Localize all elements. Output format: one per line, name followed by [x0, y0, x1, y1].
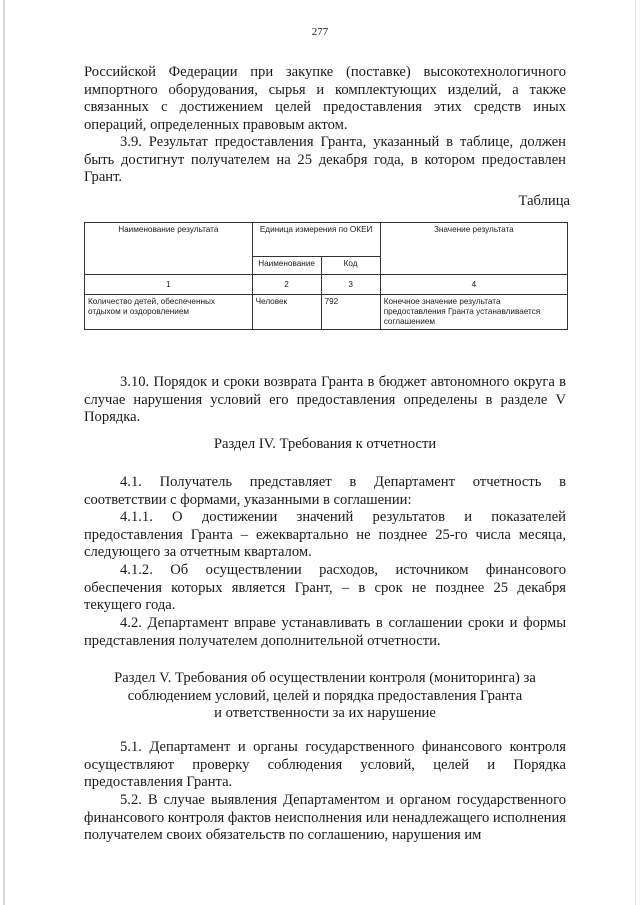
col-number-4: 4: [380, 275, 567, 295]
header-unit-name: Наименование: [252, 257, 321, 275]
paragraph-4-1-1-text: 4.1.1. О достижении значений результатов и показателей предоставления Гранта – ежеквартально не позднее 25-го числа месяца, следующего за отчетным кварталом.: [84, 509, 566, 560]
paragraph-intro-text: Российской Федерации при закупке (поставке) высокотехнологичного импортного оборудования, сырья и комплектующих изделий, а также связанных с достижением целей предоставления этих средств иных операций, определенных правовым актом.: [84, 64, 566, 133]
paragraph-5-2: [84, 792, 566, 845]
header-result-name: Наименование результата: [85, 223, 253, 275]
paragraph-3-10-text: 3.10. Порядок и сроки возврата Гранта в бюджет автономного округа в случае нарушения условий его предоставления определены в разделе V Порядка.: [84, 374, 566, 425]
paragraph-intro: [84, 64, 566, 134]
paragraph-4-1-2: [84, 562, 566, 615]
paragraph-4-1-2-text: 4.1.2. Об осуществлении расходов, источником финансового обеспечения которых является Грант, – в срок не позднее 25 декабря текущего года.: [84, 562, 566, 613]
paragraph-5-2-text: 5.2. В случае выявления Департаментом и органом государственного финансового контроля фактов неисполнения или ненадлежащего исполнения получателем своих обязательств по соглашению, нарушения им: [84, 792, 566, 843]
section-5-title-line-1: Раздел V. Требования об осуществлении контроля (мониторинга) за: [114, 670, 536, 686]
header-unit: Единица измерения по ОКЕИ: [252, 223, 380, 257]
paragraph-4-1-text: 4.1. Получатель представляет в Департамент отчетность в соответствии с формами, указанными в соглашении:: [84, 474, 566, 508]
table-number-row: [85, 275, 568, 295]
paragraph-4-2: [84, 615, 566, 650]
col-number-2: 2: [252, 275, 321, 295]
table-header-row: [85, 223, 568, 257]
col-number-1: 1: [85, 275, 253, 295]
paragraph-4-1-1: [84, 509, 566, 562]
paragraph-4-2-text: 4.2. Департамент вправе устанавливать в соглашении сроки и формы представления получателем дополнительной отчетности.: [84, 615, 566, 649]
section-5-title-line-3: и ответственности за их нарушение: [214, 705, 436, 721]
section-4-title: [84, 436, 566, 454]
section-4-title-text: Раздел IV. Требования к отчетности: [213, 436, 437, 452]
cell-unit-code: 792: [321, 295, 380, 330]
cell-unit-name: Человек: [252, 295, 321, 330]
table-row: [85, 295, 568, 330]
page-number: 277: [311, 26, 329, 38]
section-5-title: [84, 670, 566, 723]
table-caption: Таблица: [518, 193, 570, 209]
cell-result-value: Конечное значение результата предоставления Гранта устанавливается соглашением: [380, 295, 567, 330]
results-table: [84, 222, 568, 330]
paragraph-3-9-text: 3.9. Результат предоставления Гранта, указанный в таблице, должен быть достигнут получателем на 25 декабря года, в котором предоставлен Грант.: [84, 134, 566, 185]
paragraph-3-10: [84, 374, 566, 427]
scan-edge-left: [3, 0, 5, 905]
paragraph-3-9: [84, 134, 566, 187]
header-unit-code: Код: [321, 257, 380, 275]
cell-result-name: Количество детей, обеспеченных отдыхом и оздоровлением: [85, 295, 253, 330]
paragraph-5-1-text: 5.1. Департамент и органы государственного финансового контроля осуществляют проверку соблюдения условий, целей и Порядка предоставления Гранта.: [84, 739, 566, 790]
paragraph-4-1: [84, 474, 566, 509]
col-number-3: 3: [321, 275, 380, 295]
scan-edge-right: [635, 0, 636, 905]
paragraph-5-1: [84, 739, 566, 792]
header-result-value: Значение результата: [380, 223, 567, 275]
section-5-title-line-2: соблюдением условий, целей и порядка предоставления Гранта: [127, 687, 523, 704]
